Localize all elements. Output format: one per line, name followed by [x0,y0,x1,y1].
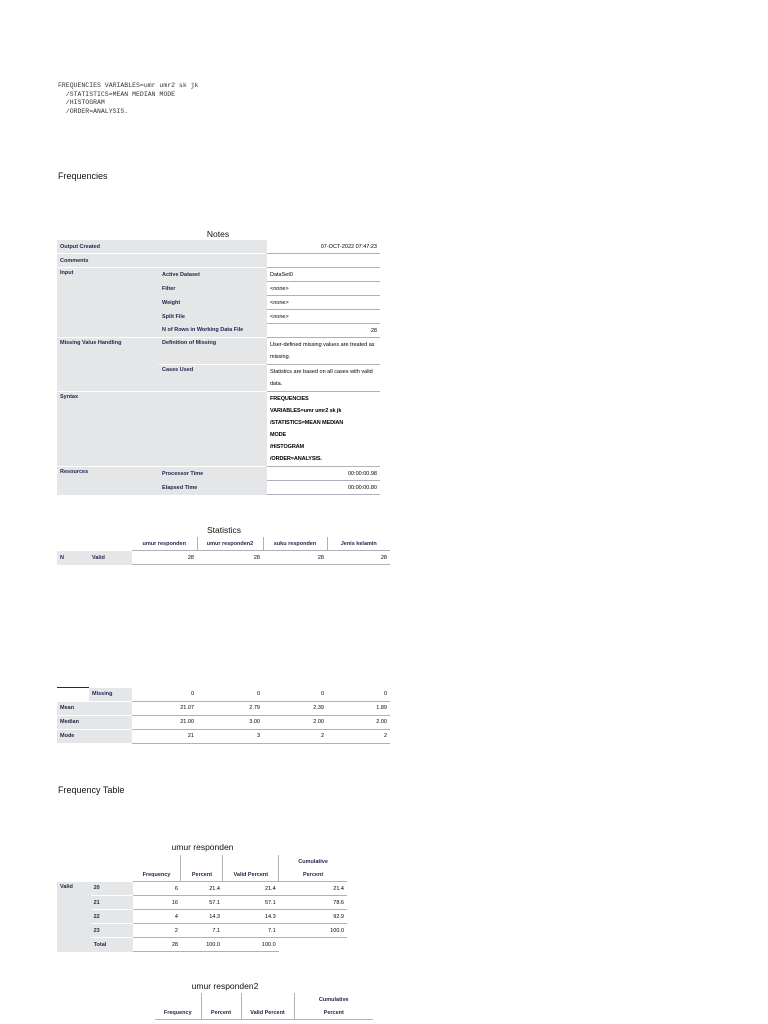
cell-value: 92.9 [279,910,347,924]
table-row [57,715,390,729]
cell-value: 1.89 [327,701,390,715]
row-sublabel: Missing [89,688,132,702]
cell-value: <none> [267,282,380,296]
column-header: Percent [181,868,223,882]
table-row [57,701,390,715]
cell-value: <none> [267,310,380,324]
cell-value: 2.39 [263,701,327,715]
cell-value: 28 [132,551,197,565]
table-row [57,882,347,896]
statistics-title: Statistics [206,525,241,535]
cell-value: 2 [133,924,181,938]
table-row [57,392,380,467]
cell-value: 28 [133,938,181,952]
syntax-text: FREQUENCIES VARIABLES=umr umr2 sk jk /STATISTICS=MEAN MEDIAN MODE /HISTOGRAM /ORDER=ANALYSIS. [58,82,199,115]
row-label: Output Created [57,240,267,254]
cell-value: 0 [263,688,327,702]
column-header: Percent [201,1006,241,1020]
row-sublabel: 23 [91,924,133,938]
umur-frequency-table [57,855,347,952]
column-header: umur responden2 [197,537,263,551]
row-label: Missing Value Handling [57,338,159,392]
row-sublabel: Elapsed Time [159,481,267,495]
table-header-row [57,868,347,882]
row-sublabel: 21 [91,896,133,910]
syntax-line: MODE [270,432,287,438]
cell-value: 2.79 [197,701,263,715]
row-label: Mode [57,729,132,743]
column-header: umur responden [132,537,197,551]
cell-value: 00:00:00.80 [267,481,380,495]
section-heading-frequency-table: Frequency Table [58,785,125,795]
cell-value: 28 [263,551,327,565]
section-heading-frequencies: Frequencies [58,171,108,181]
cell-value: 2.00 [263,715,327,729]
cell-value: User-defined missing values are treated as missing. [267,338,380,365]
statistics-table-bottom [57,687,390,744]
cell-value [267,392,380,467]
cell-value: 00:00:00.98 [267,467,380,481]
column-header: Frequency [133,868,181,882]
cell-value: 3.00 [197,715,263,729]
cell-value: 78.6 [279,896,347,910]
cell-value: 3 [197,729,263,743]
column-header: Cumulative [279,855,347,868]
row-label: Resources [57,467,159,495]
cell-value: 28 [197,551,263,565]
row-sublabel: Total [91,938,133,952]
row-sublabel: N of Rows in Working Data File [159,324,267,338]
cell-value: 21.4 [279,882,347,896]
notes-table [57,240,380,495]
cell-value: 2 [327,729,390,743]
cell-value: 14.3 [181,910,223,924]
table-row [57,688,390,702]
cell-value: 21.4 [181,882,223,896]
row-sublabel: Cases Used [159,365,267,392]
row-sublabel: Filter [159,282,267,296]
table-row [57,268,380,282]
table-row [57,240,380,254]
cell-value: 21.07 [132,701,197,715]
cell-value: 0 [327,688,390,702]
column-header: Jenis kelamin [327,537,390,551]
notes-title: Notes [206,229,230,239]
umur2-frequency-table [57,993,373,1020]
table-row [57,551,390,565]
table-row [57,729,390,743]
cell-value: 100.0 [223,938,279,952]
cell-value: 28 [327,551,390,565]
cell-value: 7.1 [223,924,279,938]
cell-value: 4 [133,910,181,924]
row-sublabel: Processor Time [159,467,267,481]
column-header: Cumulative [294,993,373,1006]
cell-value: 21.00 [132,715,197,729]
cell-value [279,938,347,952]
syntax-line: /HISTOGRAM [270,444,305,450]
cell-value: 7.1 [181,924,223,938]
syntax-line: /ORDER=ANALYSIS. [270,456,322,462]
syntax-line: VARIABLES=umr umr2 sk jk [270,408,342,414]
row-label: Input [57,268,159,338]
column-header: Percent [294,1006,373,1020]
table-row [57,910,347,924]
cell-value: Statistics are based on all cases with valid data. [267,365,380,392]
table-row [57,924,347,938]
row-sublabel: Split File [159,310,267,324]
row-label: Comments [57,254,267,268]
row-sublabel: Active Dataset [159,268,267,282]
syntax-line: /STATISTICS=MEAN MEDIAN [270,420,344,426]
table-row [57,254,380,268]
row-sublabel: Valid [89,551,132,565]
table-header-row [57,537,390,551]
row-label: Syntax [57,392,267,467]
cell-value: 100.0 [279,924,347,938]
cell-value: 57.1 [181,896,223,910]
row-label: Valid [57,882,91,952]
cell-value: 57.1 [223,896,279,910]
cell-value: 2.00 [327,715,390,729]
umur-table-title: umur responden [171,842,234,852]
table-row [57,338,380,365]
row-sublabel: 22 [91,910,133,924]
cell-value: <none> [267,296,380,310]
column-header: Valid Percent [223,868,279,882]
cell-value: 07-OCT-2022 07:47:23 [267,240,380,254]
cell-value: 100.0 [181,938,223,952]
cell-value: 14.3 [223,910,279,924]
cell-value: 21 [132,729,197,743]
column-header: Percent [279,868,347,882]
cell-value: DataSet0 [267,268,380,282]
row-label: N [57,551,89,565]
row-label: Mean [57,701,132,715]
cell-value: 6 [133,882,181,896]
cell-value: 16 [133,896,181,910]
table-row [57,467,380,481]
cell-value [267,254,380,268]
row-sublabel: 20 [91,882,133,896]
table-header-row [57,1006,373,1020]
row-sublabel: Definition of Missing [159,338,267,365]
syntax-line: FREQUENCIES [270,396,309,402]
cell-value: 28 [267,324,380,338]
column-header: suku responden [263,537,327,551]
row-label: Median [57,715,132,729]
cell-value: 0 [132,688,197,702]
umur2-table-title: umur responden2 [191,981,259,991]
cell-value: 0 [197,688,263,702]
table-row [57,896,347,910]
table-row [57,938,347,952]
row-sublabel: Weight [159,296,267,310]
statistics-table-top [57,537,390,565]
column-header: Frequency [155,1006,201,1020]
cell-value: 21.4 [223,882,279,896]
column-header: Valid Percent [241,1006,294,1020]
cell-value: 2 [263,729,327,743]
